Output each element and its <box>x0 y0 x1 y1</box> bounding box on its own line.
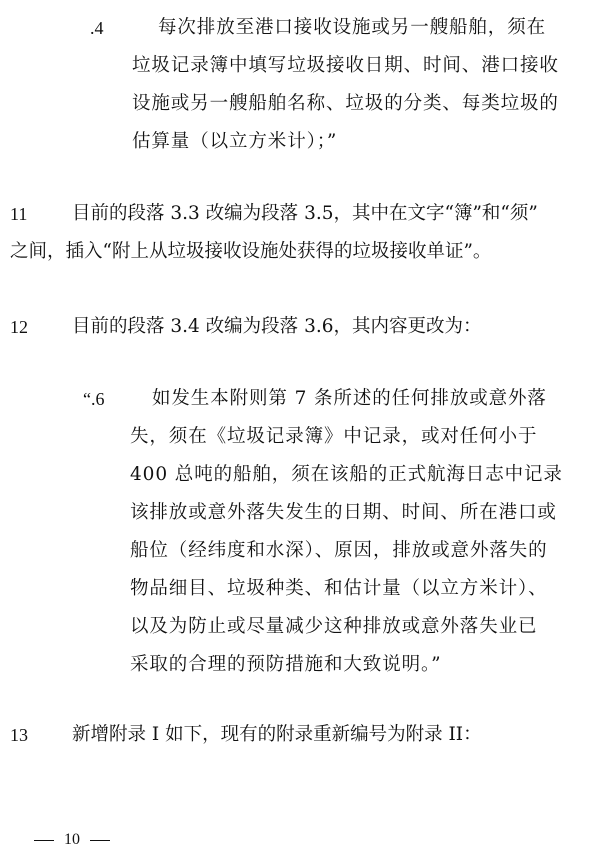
subparagraph-line: 船位（经纬度和水深）、原因，排放或意外落失的 <box>130 540 548 561</box>
subparagraph-line: 如发生本附则第 7 条所述的任何排放或意外落 <box>152 388 547 409</box>
footer-dash-left <box>34 840 54 841</box>
page-footer <box>28 830 116 850</box>
subparagraph-line: 400 总吨的船舶，须在该船的正式航海日志中记录 <box>130 464 563 485</box>
paragraph-line: 之间，插入“附上从垃圾接收设施处获得的垃圾接收单证”。 <box>10 241 492 262</box>
footer-dash-right <box>90 840 110 841</box>
paragraph-line: 新增附录 I 如下，现有的附录重新编号为附录 II： <box>72 724 482 745</box>
subparagraph-line: 估算量（以立方米计）；” <box>132 131 338 152</box>
subparagraph-line: 以及为防止或尽量减少这种排放或意外落失业已 <box>130 616 538 637</box>
item-number: 13 <box>10 725 28 745</box>
paragraph-line: 目前的段落 3.4 改编为段落 3.6，其内容更改为： <box>72 316 482 337</box>
item-number: 11 <box>10 204 28 224</box>
item-number: 12 <box>10 317 28 337</box>
page-number: 10 <box>64 831 80 848</box>
subparagraph-line: 垃圾记录簿中填写垃圾接收日期、时间、港口接收 <box>132 55 559 76</box>
subparagraph-number: .4 <box>90 18 104 38</box>
subparagraph-line: 每次排放至港口接收设施或另一艘船舶，须在 <box>158 17 547 38</box>
subparagraph-line: 失，须在《垃圾记录簿》中记录，或对任何小于 <box>130 426 538 447</box>
subparagraph-line: 该排放或意外落失发生的日期、时间、所在港口或 <box>130 502 557 523</box>
paragraph-line: 目前的段落 3.3 改编为段落 3.5，其中在文字“簿”和“须” <box>72 203 538 224</box>
subparagraph-line: 采取的合理的预防措施和大致说明。” <box>130 654 442 675</box>
subparagraph-line: 物品细目、垃圾种类、和估计量（以立方米计）、 <box>130 578 548 599</box>
subparagraph-number: “.6 <box>83 389 105 409</box>
subparagraph-line: 设施或另一艘船舶名称、垃圾的分类、每类垃圾的 <box>132 93 559 114</box>
